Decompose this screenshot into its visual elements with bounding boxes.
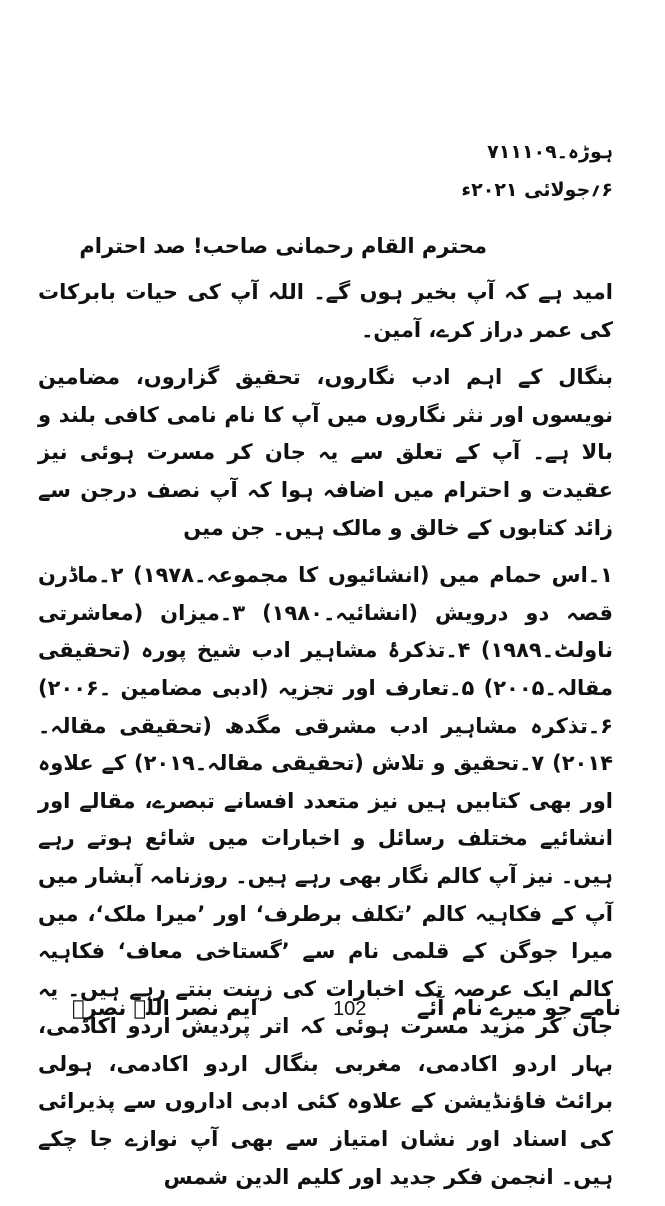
letter-body xyxy=(38,274,613,1206)
paragraph-introduction: بنگال کے اہم ادب نگاروں، تحقیق گزاروں، مضامین نویسوں اور نثر نگاروں میں آپ کا نام نامی کافی بلند و بالا ہے۔ آپ کے تعلق سے یہ جان کر مسرت ہوئی نیز عقیدت و احترام میں اضافہ ہوا کہ آپ نصف درجن سے زائد کتابوں کے خالق و مالک ہیں۔ جن میں xyxy=(38,365,613,540)
paragraph-books-list: ۱۔اس حمام میں (انشائیوں کا مجموعہ۔۱۹۷۸) ۲۔ماڈرن قصہ دو درویش (انشائیہ۔۱۹۸۰) ۳۔میزان (معاشرتی ناولٹ۔۱۹۸۹) ۴۔تذکرۂ مشاہیر ادب شیخ پورہ (تحقیقی مقالہ۔۲۰۰۵) ۵۔تعارف اور تجزیہ (ادبی مضامین ۔۲۰۰۶) ۶۔تذکرہ مشاہیر ادب مشرقی مگدھ (تحقیقی مقالہ۔۲۰۱۴) ۷۔تحقیق و تلاش (تحقیقی مقالہ۔۲۰۱۹) کے علاوہ اور بھی کتابیں ہیں نیز متعدد افسانے تبصرے، مقالے اور انشائیے مختلف رسائل و اخبارات میں شائع ہوتے رہے ہیں۔ نیز آپ کالم نگار بھی رہے ہیں۔ روزنامہ آبشار میں آپ کے فکاہیہ کالم ’تکلف برطرف‘ اور ’میرا ملک‘، میں میرا جوگن کے قلمی نام سے ’گستاخی معاف‘ فکاہیہ کالم ایک عرصہ تک اخبارات کی زینت بنتے رہے ہیں۔ یہ جان کر مزید مسرت ہوئی کہ اتر پردیش اردو اکاڈمی، بہار اردو اکادمی، مغربی بنگال اردو اکادمی، ہولی برائٹ فاؤنڈیشن کے علاوہ کئی ادبی اداروں سے پذیرائی کی اسناد اور نشان امتیاز سے بھی آپ نوازے جا چکے ہیں۔ انجمن فکر جدید اور کلیم الدین شمس xyxy=(38,563,613,1189)
page-number: 102 xyxy=(333,998,367,1020)
paragraph-greeting: امید ہے کہ آپ بخیر ہوں گے۔ اللہ آپ کی حیات بابرکات کی عمر دراز کرے، آمین۔ xyxy=(38,280,613,342)
salutation: محترم القام رحمانی صاحب! صد احترام xyxy=(79,234,487,258)
footer-book-title: نامے جو میرے نام آئے xyxy=(416,996,621,1020)
sender-address: ہوڑہ۔۷۱۱۱۰۹ xyxy=(487,141,613,163)
page-footer xyxy=(0,996,665,1036)
footer-author: ایم نصر اللہ نصرؔ xyxy=(72,996,258,1020)
letter-date: ۶؍جولائی ۲۰۲۱ء xyxy=(461,179,613,201)
